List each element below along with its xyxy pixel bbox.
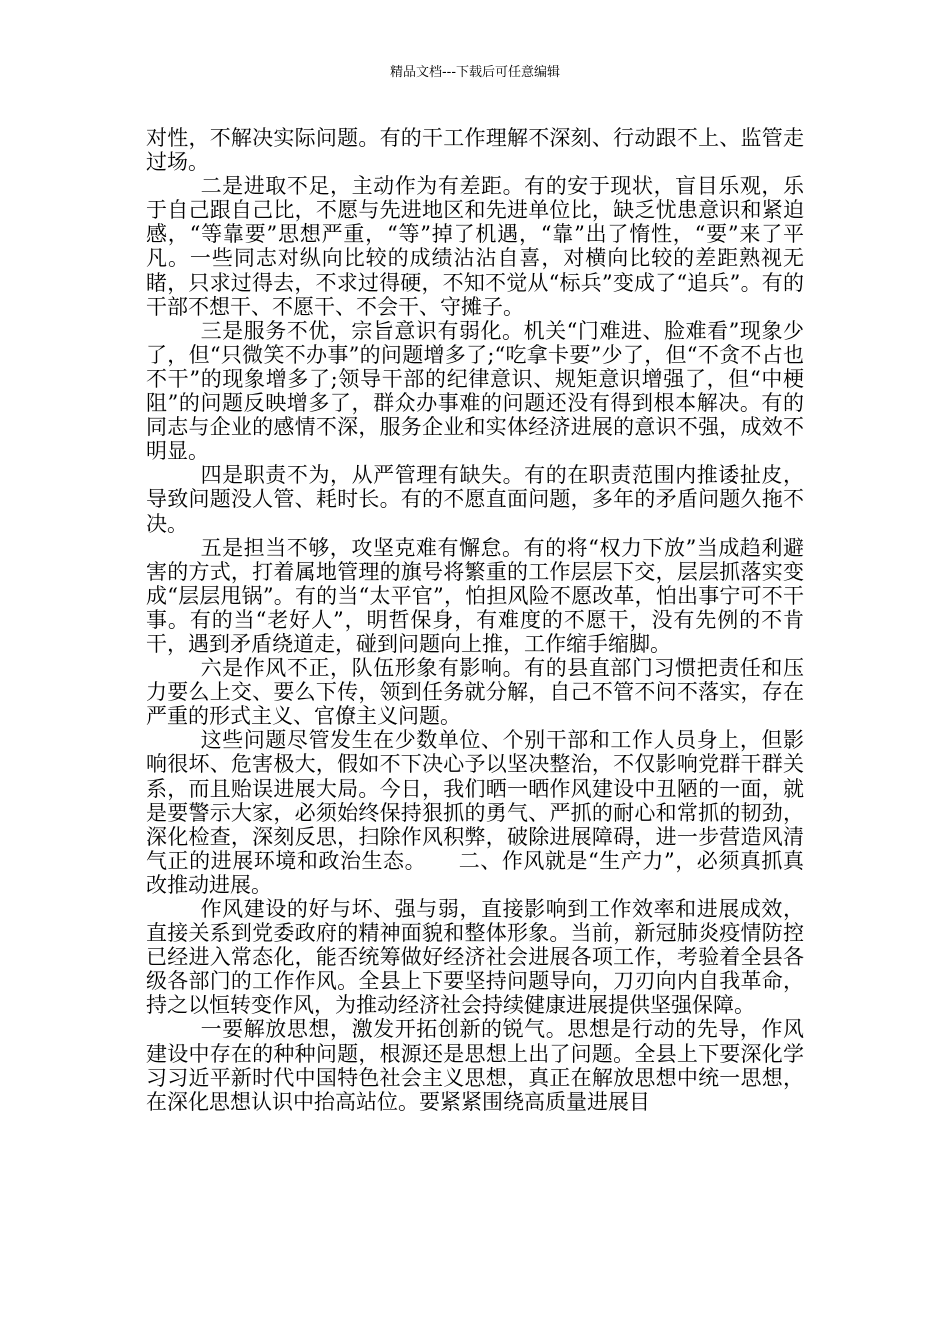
paragraph-responsibility: 五是担当不够，攻坚克难有懈怠。有的将“权力下放”当成趋利避害的方式，打着属地管理的旗号将繁重的工作层层下交，层层抓落实变成“层层甩锅”。有的当“太平官”，怕担风险不愿改革，怕出事宁可不干事。有的当“老好人”，明哲保身，有难度的不愿干，没有先例的不肯干，遇到矛盾绕道走，碰到问题向上推，工作缩手缩脚。 <box>146 535 804 656</box>
page-header: 精品文档---下载后可任意编辑 <box>389 65 561 80</box>
paragraph-summary: 这些问题尽管发生在少数单位、个别干部和工作人员身上，但影响很坏、危害极大，假如不下决心予以坚决整治，不仅影响党群干群关系，而且贻误进展大局。今日，我们晒一晒作风建设中丑陋的一面，就是要警示大家，必须始终保持狠抓的勇气、严抓的耐心和常抓的韧劲，深化检查，深刻反思，扫除作风积弊，破除进展障碍，进一步营造风清气正的进展环境和政治生态。 二、作风就是“生产力”，必须真抓真改推动进展。 <box>146 728 804 897</box>
paragraph-duty-management: 四是职责不为，从严管理有缺失。有的在职责范围内推诿扯皮，导致问题没人管、耗时长。有的不愿直面问题，多年的矛盾问题久拖不决。 <box>146 463 804 536</box>
paragraph-emancipate-mind: 一要解放思想，激发开拓创新的锐气。思想是行动的先导，作风建设中存在的种种问题，根源还是思想上出了问题。全县上下要深化学习习近平新时代中国特色社会主义思想，真正在解放思想中统一思想，在深化思想认识中抬高站位。要紧紧围绕高质量进展目 <box>146 1017 804 1114</box>
paragraph-work-style: 六是作风不正，队伍形象有影响。有的县直部门习惯把责任和压力要么上交、要么下传，领到任务就分解，自己不管不问不落实，存在严重的形式主义、官僚主义问题。 <box>146 656 804 729</box>
paragraph-continuation: 对性，不解决实际问题。有的干工作理解不深刻、行动跟不上、监管走过场。 <box>146 126 804 175</box>
paragraph-service-quality: 三是服务不优，宗旨意识有弱化。机关“门难进、脸难看”现象少了，但“只微笑不办事”的问题增多了;“吃拿卡要”少了，但“不贪不占也不干”的现象增多了;领导干部的纪律意识、规矩意识增强了，但“中梗阻”的问题反映增多了，群众办事难的问题还没有得到根本解决。有的同志与企业的感情不深，服务企业和实体经济进展的意识不强，成效不明显。 <box>146 318 804 464</box>
paragraph-work-style-construction: 作风建设的好与坏、强与弱，直接影响到工作效率和进展成效，直接关系到党委政府的精神面貌和整体形象。当前，新冠肺炎疫情防控已经进入常态化，能否统筹做好经济社会进展各项工作，考验着全县各级各部门的工作作风。全县上下要坚持问题导向，刀刃向内自我革命，持之以恒转变作风，为推动经济社会持续健康进展提供坚强保障。 <box>146 897 804 1018</box>
document-body <box>146 126 804 1114</box>
paragraph-progress-shortfall: 二是进取不足，主动作为有差距。有的安于现状，盲目乐观，乐于自己跟自己比，不愿与先进地区和先进单位比，缺乏忧患意识和紧迫感，“等靠要”思想严重，“等”掉了机遇，“靠”出了惰性，“要”来了平凡。一些同志对纵向比较的成绩沾沾自喜，对横向比较的差距熟视无睹，只求过得去，不求过得硬，不知不觉从“标兵”变成了“追兵”。有的干部不想干、不愿干、不会干、守摊子。 <box>146 174 804 319</box>
